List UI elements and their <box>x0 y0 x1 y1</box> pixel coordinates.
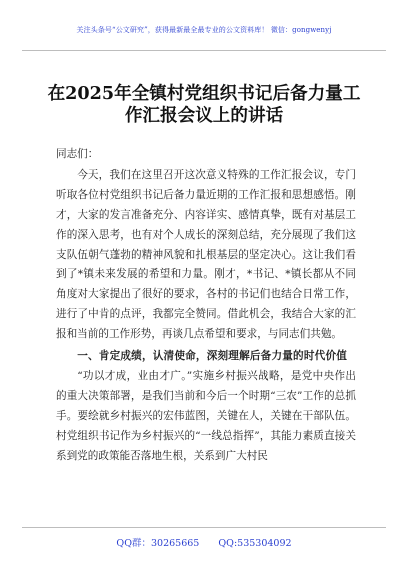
header-notice: 关注头条号“公文研究”，获得最新最全最专业的公文资料库！ 微信：gongwenyj <box>76 26 332 34</box>
page-footer <box>22 527 386 581</box>
body-paragraph: 今天，我们在这里召开这次意义特殊的工作汇报会议，专门听取各位村党组织书记后备力量近期的工作汇报和思想感悟。刚才，大家的发言准备充分、内容详实、感情真挚，既有对基层工作的深入思考，也有对个人成长的深刻总结，充分展现了我们这支队伍朝气蓬勃的精神风貌和扎根基层的坚定决心。这让我们看到了*镇未来发展的希望和力量。刚才，*书记、*镇长都从不同角度对大家提出了很好的要求，各村的书记们也结合日常工作，进行了中肯的点评，我都完全赞同。借此机会，我结合大家的汇报和当前的工作形势，再谈几点希望和要求，与同志们共勉。 <box>56 168 356 341</box>
section-paragraph: “功以才成，业由才广。”实施乡村振兴战略，是党中央作出的重大决策部署，是我们当前和今后一个时期“三农”工作的总抓手。要绘就乡村振兴的宏伟蓝图，关键在人，关键在干部队伍。村党组织书记作为乡村振兴的“一线总指挥”，其能力素质直接关系到党的政策能否落地生根，关系到广大村民 <box>56 369 356 462</box>
salutation: 同志们： <box>56 148 99 160</box>
footer-qq-group: QQ群：30265665 <box>116 538 200 549</box>
document-title: 在2025年全镇村党组织书记后备力量工作汇报会议上的讲话 <box>47 83 361 126</box>
footer-qq-number: QQ:535304092 <box>218 538 292 549</box>
section-heading: 一、肯定成绩，认清使命，深刻理解后备力量的时代价值 <box>77 350 348 363</box>
page-header <box>22 0 386 51</box>
document-body <box>56 145 356 467</box>
footer-contacts <box>22 535 386 549</box>
